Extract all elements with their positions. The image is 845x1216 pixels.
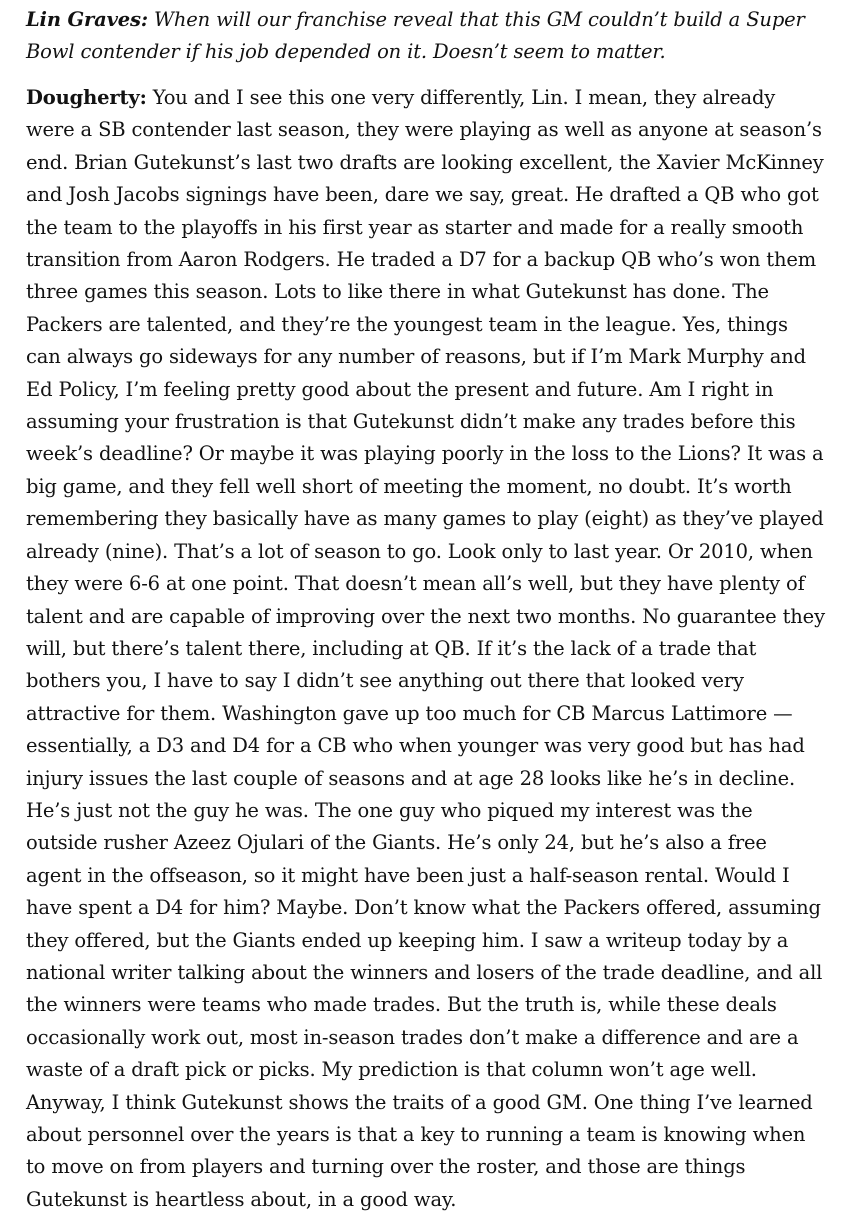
question-speaker: Lin Graves:	[26, 8, 148, 31]
question-text: When will our franchise reveal that this GM couldn’t build a Super Bowl contender if his job depended on it. Doesn’t seem to matter.	[26, 8, 805, 63]
answer-text: You and I see this one very differently, Lin. I mean, they already were a SB contender last season, they were playing as well as anyone at season’s end. Brian Gutekunst’s last two drafts are looking excellent, the Xavier McKinney and Josh Jacobs signings have been, dare we say, great. He drafted a QB who got the team to the playoffs in his first year as starter and made for a really smooth transition from Aaron Rodgers. He traded a D7 for a backup QB who’s won them three games this season. Lots to like there in what Gutekunst has done. The Packers are talented, and they’re the youngest team in the league. Yes, things can always go sideways for any number of reasons, but if I’m Mark Murphy and Ed Policy, I’m feeling pretty good about the present and future. Am I right in assuming your frustration is that Gutekunst didn’t make any trades before this week’s deadline? Or maybe it was playing poorly in the loss to the Lions? It was a big game, and they fell well short of meeting the moment, no doubt. It’s worth remembering they basically have as many games to play (eight) as they’ve played already (nine). That’s a lot of season to go. Look only to last year. Or 2010, when they were 6-6 at one point. That doesn’t mean all’s well, but they have plenty of talent and are capable of improving over the next two months. No guarantee they will, but there’s talent there, including at QB. If it’s the lack of a trade that bothers you, I have to say I didn’t see anything out there that looked very attractive for them. Washington gave up too much for CB Marcus Lattimore — essentially, a D3 and D4 for a CB who when younger was very good but has had injury issues the last couple of seasons and at age 28 looks like he’s in decline. He’s just not the guy he was. The one guy who piqued my interest was the outside rusher Azeez Ojulari of the Giants. He’s only 24, but he’s also a free agent in the offseason, so it might have been just a half-season rental. Would I have spent a D4 for him? Maybe. Don’t know what the Packers offered, assuming they offered, but the Giants ended up keeping him. I saw a writeup today by a national writer talking about the winners and losers of the trade deadline, and all the winners were teams who made trades. But the truth is, while these deals occasionally work out, most in-season trades don’t make a difference and are a waste of a draft pick or picks. My prediction is that column won’t age well. Anyway, I think Gutekunst shows the traits of a good GM. One thing I’ve learned about personnel over the years is that a key to running a team is knowing when to move on from players and turning over the roster, and those are things Gutekunst is heartless about, in a good way.	[26, 86, 825, 1211]
answer-speaker: Dougherty:	[26, 86, 147, 109]
reader-question	[26, 4, 825, 68]
writer-answer	[26, 82, 825, 1216]
